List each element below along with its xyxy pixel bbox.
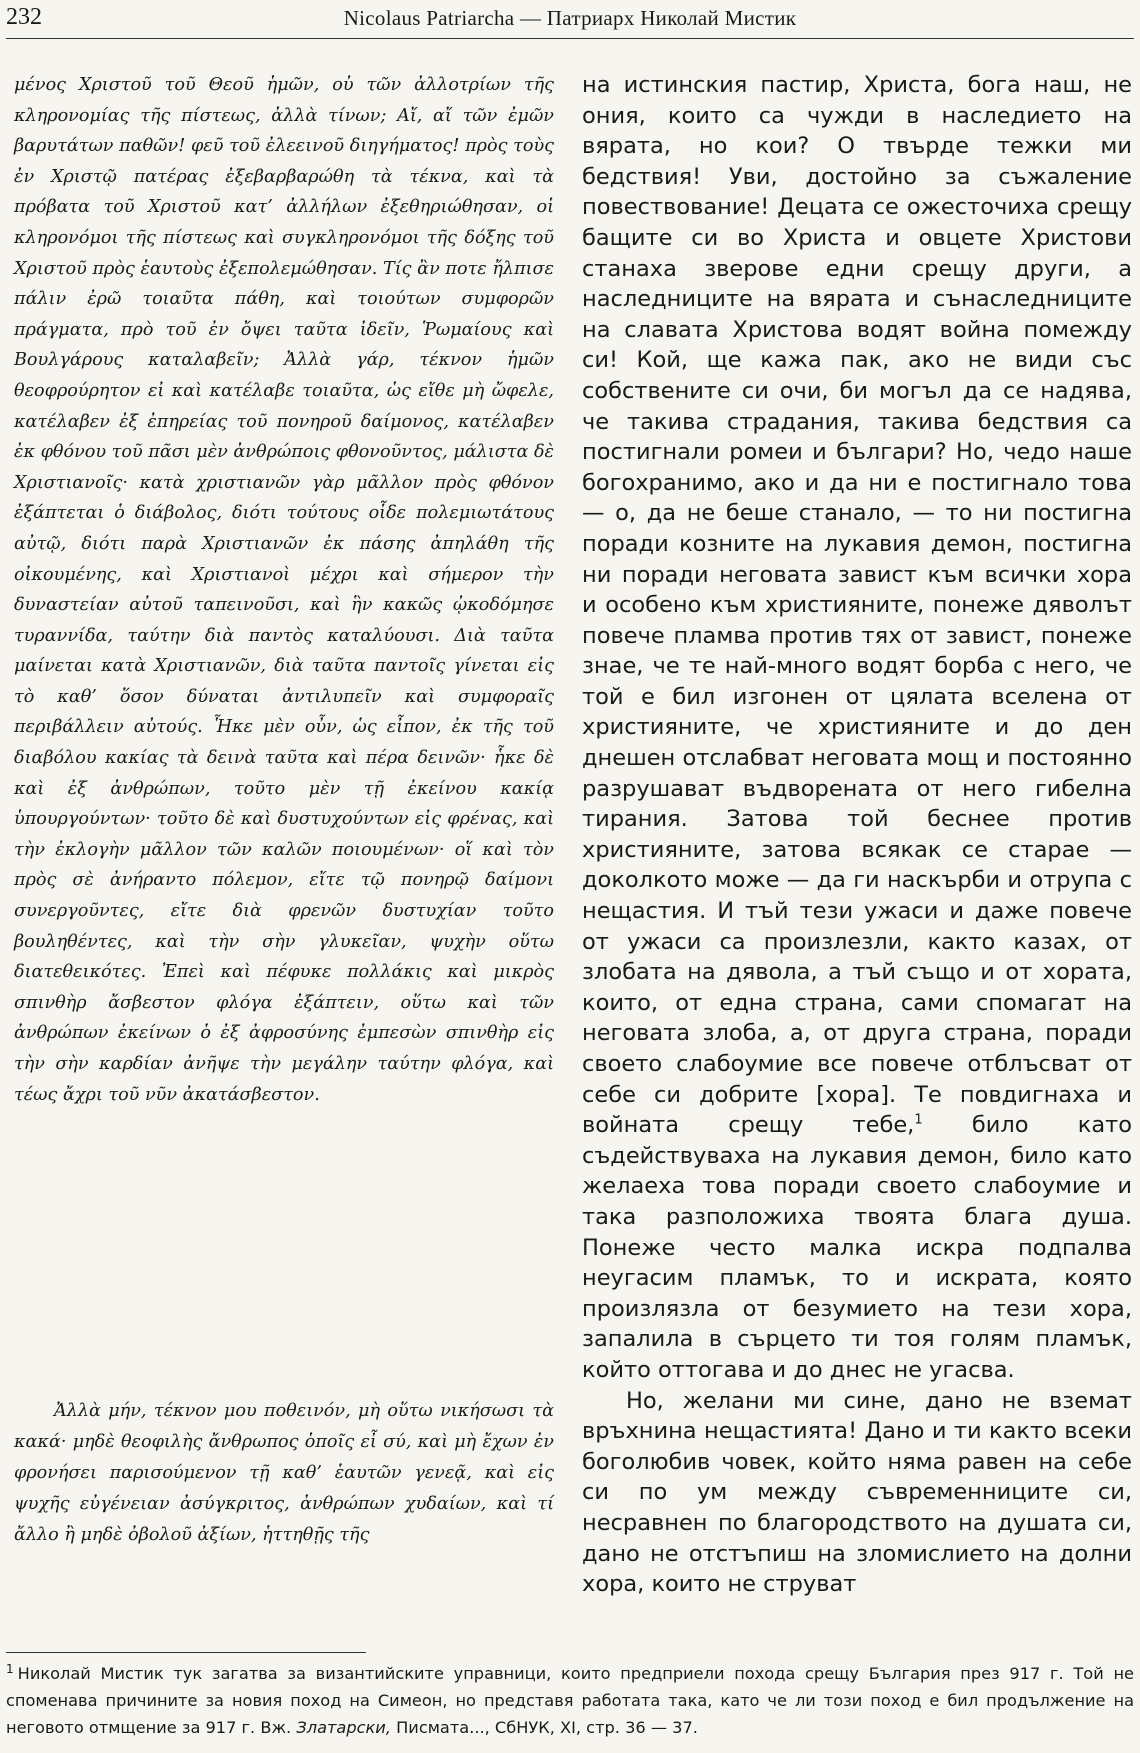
page-header	[0, 0, 1140, 40]
bulgarian-paragraph-1-continued: било като съдействуваха на лукавия демон, било като желаеха това поради своето слабоумие и така разположиха твоята блага душа. Понеже често малка искра подпалва неугасим пламък, то и искрата, която произлязла от безумието на тези хора, запалила в сърцето ти тоя голям пламък, който оттогава и до днес не угасва.	[582, 1112, 1132, 1383]
footnote	[6, 1660, 1134, 1741]
footnote-citation-author: Златарски,	[296, 1718, 391, 1737]
footnote-rule	[6, 1652, 366, 1653]
bulgarian-column	[582, 70, 1132, 1600]
running-title: Nicolaus Patriarcha — Патриарх Николай Мистик	[343, 6, 797, 30]
footnote-reference[interactable]: 1	[914, 1112, 923, 1128]
footnote-marker: 1	[6, 1661, 14, 1676]
footnote-citation-rest: Писмата..., СбНУК, XI, стр. 36 — 37.	[396, 1718, 698, 1737]
bulgarian-paragraph-1-text: на истинския пастир, Христа, бога наш, не ония, които са чужди в наследието на вярата, но кои? О твърде тежки ми бедствия! Уви, достойно за съжаление повествование! Децата се ожесточиха срещу бащите си во Христа и овцете Христови станаха зверове едни срещу други, а наследниците на вярата и сънаследниците на славата Христова водят война помежду си! Кой, ще кажа пак, ако не види със собствените си очи, би могъл да се надява, че такива страдания, такива бедствия са постигнали ромеи и българи? Но, чедо наше богохранимо, ако и да ни е постигнало това — о, да не беше станало, — то ни постигна поради козните на лукавия демон, постигна ни поради неговата завист към всички хора и особено към християните, понеже дяволът повече пламва против тях от завист, понеже знае, че те най-много водят борба с него, че той е бил изгонен от цялата вселена от християните, че християните и до ден днешен отслабват неговата мощ и постоянно разрушават въдворената от него гибелна тирания. Затова той беснее против християните, затова всякак се старае — доколкото може — да ги наскърби и отрупа с нещастия. И тъй тези ужаси и даже повече от ужаси са произлезли, както казах, от злобата на дявола, а тъй също и от хората, които, от една страна, сами спомагат на неговата злоба, а, от друга страна, поради своето слабоумие все повече отблъсват от себе си добрите [хора]. Те повдигнаха и войната срещу тебе,	[582, 72, 1132, 1139]
greek-paragraph-2: Ἀλλὰ μήν, τέκνον μου ποθεινόν, μὴ οὕτω νικήσωσι τὰ κακά· μηδὲ θεοφιλὴς ἄνθρωπος ὁποῖς εἶ σύ, καὶ μὴ ἔχων ἐν φρονήσει παρισούμενον τῇ καθ’ ἑαυτῶν γενεᾷ, καὶ εἰς ψυχῆς εὐγένειαν ἀσύγκριτος, ἀνθρώπων χυδαίων, καὶ τί ἄλλο ἢ μηδὲ ὀβολοῦ ἀξίων, ἡττηθῇς τῆς	[14, 1401, 554, 1545]
greek-column	[14, 70, 554, 1110]
page-number: 232	[6, 4, 42, 30]
footnote-text: Николай Мистик тук загатва за византийските управници, които предприели похода срещу България през 917 г. Той не споменава причините за новия поход на Симеон, но представя работата така, като че ли този поход е бил продължение на неговото отмщение за 917 г. Вж.	[6, 1664, 1134, 1737]
bulgarian-paragraph-2: Но, желани ми сине, дано не вземат връхнина нещастията! Дано и ти както всеки боголюбив човек, който няма равен на себе си по ум между съвременниците си, несравнен по благородството на душата си, дано не отстъпиш на зломислието на долни хора, които не струват	[582, 1387, 1132, 1598]
bulgarian-paragraph-1	[582, 70, 1132, 1386]
header-rule	[6, 38, 1134, 39]
greek-paragraph-1: μένος Χριστοῦ τοῦ Θεοῦ ἡμῶν, οὐ τῶν ἀλλοτρίων τῆς κληρονομίας τῆς πίστεως, ἀλλὰ τίνων; Αἴ, αἴ τῶν ἐμῶν βαρυτάτων παθῶν! φεῦ τοῦ ἐλεεινοῦ διηγήματος! πρὸς τοὺς ἐν Χριστῷ πατέρας ἐξεβαρβαρώθη τὰ τέκνα, καὶ τὰ πρόβατα τοῦ Χριστοῦ κατ’ ἀλλήλων ἐξεθηριώθησαν, οἱ κληρονόμοι τῆς πίστεως καὶ συγκληρονόμοι τῆς δόξης τοῦ Χριστοῦ πρὸς ἑαυτοὺς ἐξεπολεμώθησαν. Τίς ἂν ποτε ἤλπισε πάλιν ἐρῶ τοιαῦτα πάθη, καὶ τοιούτων συμφορῶν πράγματα, πρὸ τοῦ ἐν ὄψει ταῦτα ἰδεῖν, Ῥωμαίους καὶ Βουλγάρους καταλαβεῖν; Ἀλλὰ γάρ, τέκνον ἡμῶν θεοφρούρητον εἰ καὶ κατέλαβε τοιαῦτα, ὡς εἴθε μὴ ὤφελε, κατέλαβεν ἐξ ἐπηρείας τοῦ πονηροῦ δαίμονος, κατέλαβεν ἐκ φθόνου τοῦ πᾶσι μὲν ἀνθρώποις φθονοῦντος, μάλιστα δὲ Χριστιανοῖς· κατὰ χριστιανῶν γὰρ μᾶλλον πρὸς φθόνον ἐξάπτεται ὁ διάβολος, διότι τούτους οἶδε πολεμιωτάτους αὐτῷ, διότι παρὰ Χριστιανῶν ἐκ πάσης ἀπηλάθη τῆς οἰκουμένης, καὶ Χριστιανοὶ μέχρι καὶ σήμερον τὴν δυναστείαν αὐτοῦ ταπεινοῦσι, καὶ ἣν κακῶς ᾠκοδόμησε τυραννίδα, ταύτην διὰ παντὸς καταλύουσι. Διὰ ταῦτα μαίνεται κατὰ Χριστιανῶν, διὰ ταῦτα παντοῖς γίνεται εἰς τὸ καθ’ ὅσον δύναται ἀντιλυπεῖν καὶ συμφοραῖς περιβάλλειν αὐτούς. Ἧκε μὲν οὖν, ὡς εἶπον, ἐκ τῆς τοῦ διαβόλου κακίας τὰ δεινὰ ταῦτα καὶ πέρα δεινῶν· ἧκε δὲ καὶ ἐξ ἀνθρώπων, τοῦτο μὲν τῇ ἐκείνου κακίᾳ ὑπουργούντων· τοῦτο δὲ καὶ δυστυχούντων εἰς φρένας, καὶ τὴν ἐκλογὴν μᾶλλον τῶν καλῶν ποιουμένων· οἵ καὶ τὸν πρὸς σὲ ἀνήραντο πόλεμον, εἴτε τῷ πονηρῷ δαίμονι συνεργοῦντες, εἴτε διὰ φρενῶν δυστυχίαν τοῦτο βουληθέντες, καὶ τὴν σὴν γλυκεῖαν, ψυχὴν οὕτω διατεθεικότες. Ἐπεὶ καὶ πέφυκε πολλάκις καὶ μικρὸς σπινθὴρ ἄσβεστον φλόγα ἐξάπτειν, οὕτω καὶ τῶν ἀνθρώπων ἐκείνων ὁ ἐξ ἀφροσύνης ἐμπεσὼν σπινθὴρ εἰς τὴν σὴν καρδίαν ἀνῆψε τὴν μεγάλην ταύτην φλόγα, καὶ τέως ἄχρι τοῦ νῦν ἀκατάσβεστον.	[14, 75, 554, 1105]
